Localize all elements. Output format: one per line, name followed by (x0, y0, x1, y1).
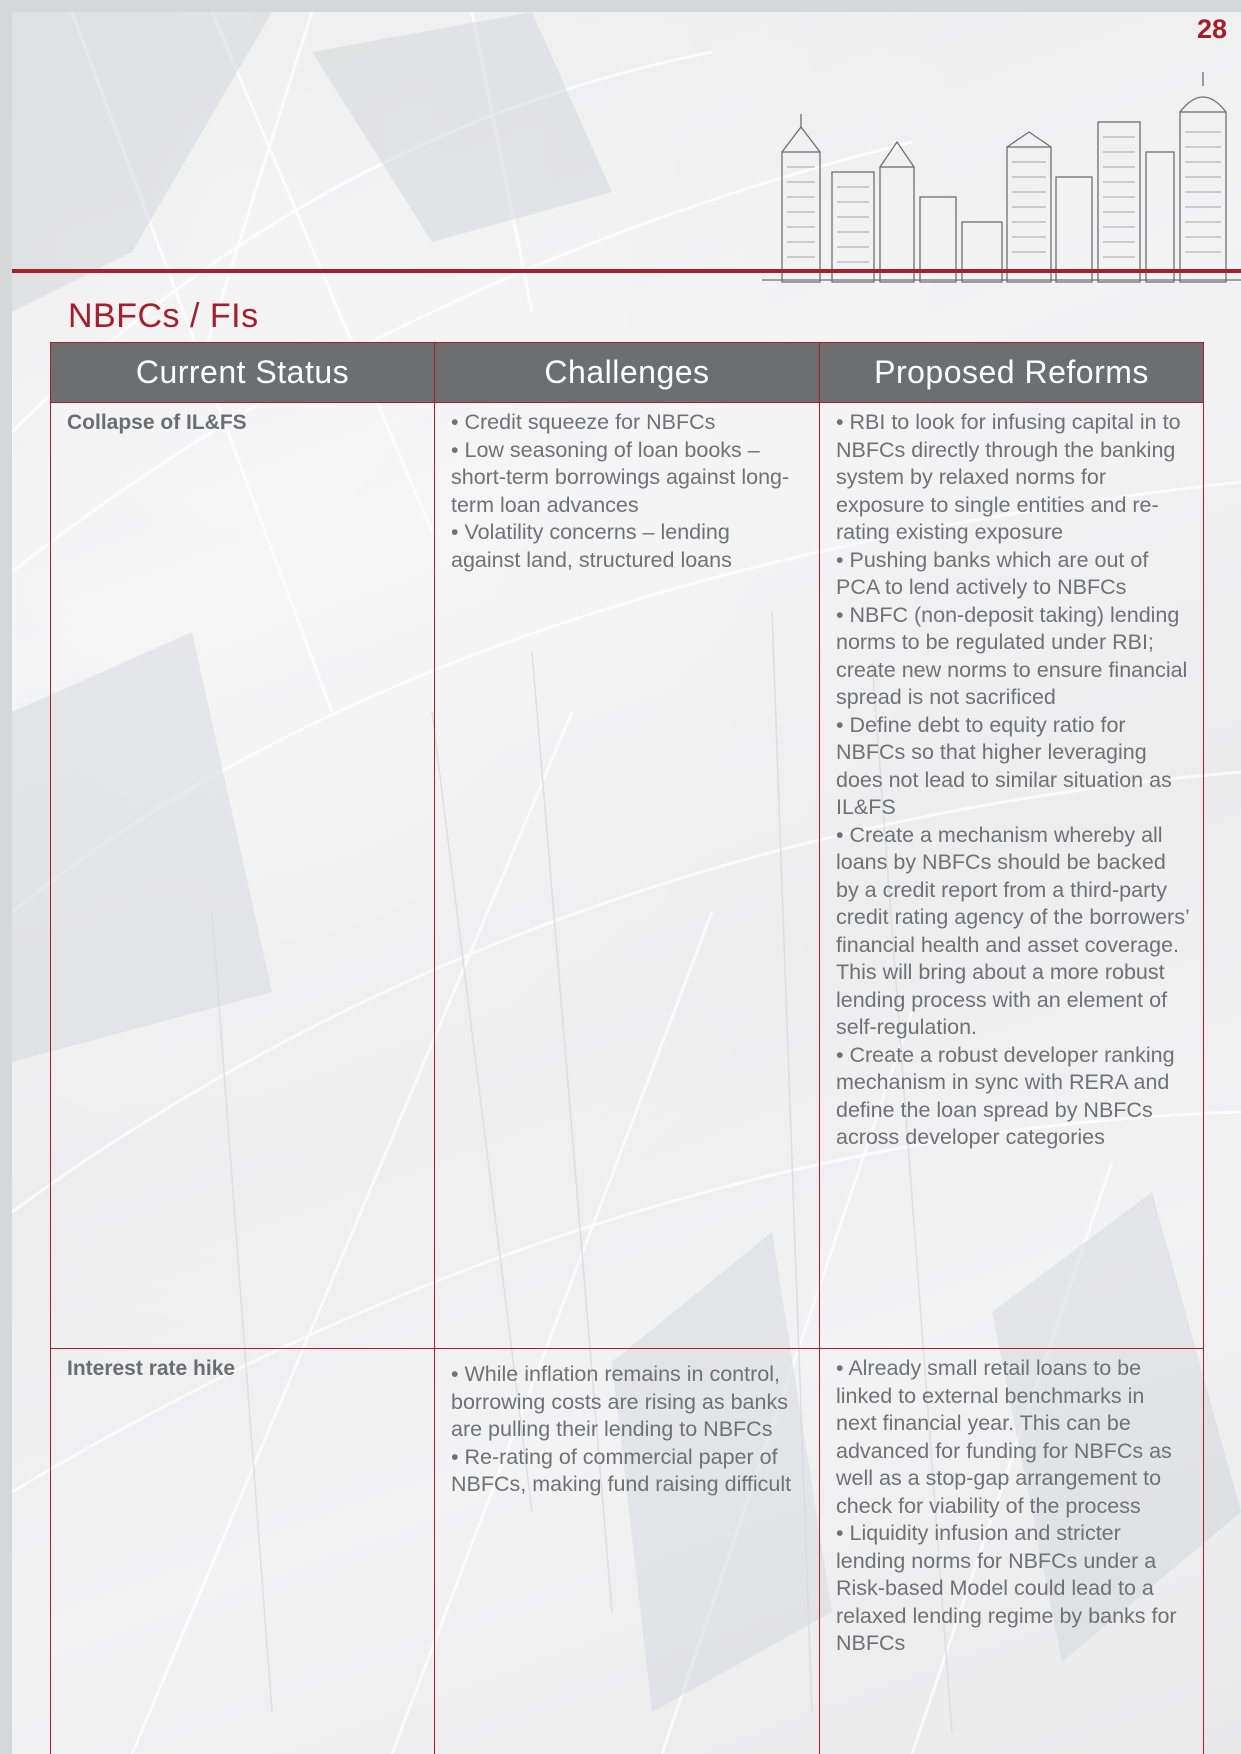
list-item: • Liquidity infusion and stricter lending norms for NBFCs under a Risk-based Model could lead to a relaxed lending regime by banks for NBFCs (835, 1521, 1177, 1655)
reforms-table (50, 342, 1204, 1754)
table-row (51, 1349, 1204, 1754)
document-page (12, 12, 1241, 1754)
column-header-challenges: Challenges (434, 343, 819, 403)
list-item: • Create a robust developer ranking mechanism in sync with RERA and define the loan spread by NBFCs across developer categories (835, 1042, 1175, 1149)
table-row (51, 403, 1204, 1349)
list-item: • Credit squeeze for NBFCs (450, 410, 716, 434)
current-status-cell: Interest rate hike (51, 1349, 435, 1754)
list-item: • Low seasoning of loan books – short-term borrowings against long-term loan advances (450, 437, 790, 517)
list-item: • RBI to look for infusing capital in to NBFCs directly through the banking system by relaxed norms for exposure to single entities and re-rating existing exposure (835, 410, 1181, 544)
challenges-cell (434, 403, 819, 1349)
reforms-cell (819, 403, 1203, 1349)
section-title: NBFCs / FIs (68, 297, 259, 335)
list-item: • While inflation remains in control, borrowing costs are rising as banks are pulling their lending to NBFCs (450, 1362, 788, 1441)
column-header-current-status: Current Status (51, 343, 435, 403)
column-header-proposed-reforms: Proposed Reforms (819, 343, 1203, 403)
list-item: • Pushing banks which are out of PCA to lend actively to NBFCs (835, 547, 1149, 599)
list-item: • Already small retail loans to be linked to external benchmarks in next financial year. This can be advanced for funding for NBFCs as well as a stop-gap arrangement to check for viability of the process (835, 1356, 1172, 1518)
list-item: • Create a mechanism whereby all loans by NBFCs should be backed by a credit report from a third-party credit rating agency of the borrowers’ financial health and asset coverage. This will bring about a more robust lending process with an element of self-regulation. (835, 822, 1189, 1039)
list-item: • Volatility concerns – lending against land, structured loans (450, 520, 732, 572)
reforms-cell (819, 1349, 1203, 1754)
challenges-cell (434, 1349, 819, 1754)
city-skyline-illustration (762, 72, 1241, 287)
header-divider (12, 269, 1241, 273)
page-number: 28 (1196, 14, 1227, 44)
table-header-row (51, 343, 1204, 403)
list-item: • NBFC (non-deposit taking) lending norms to be regulated under RBI; create new norms to ensure financial spread is not sacrificed (835, 602, 1188, 709)
current-status-cell: Collapse of IL&FS (51, 403, 435, 1349)
list-item: • Define debt to equity ratio for NBFCs so that higher leveraging does not lead to similar situation as IL&FS (835, 712, 1172, 819)
list-item: • Re-rating of commercial paper of NBFCs, making fund raising difficult (450, 1444, 792, 1496)
